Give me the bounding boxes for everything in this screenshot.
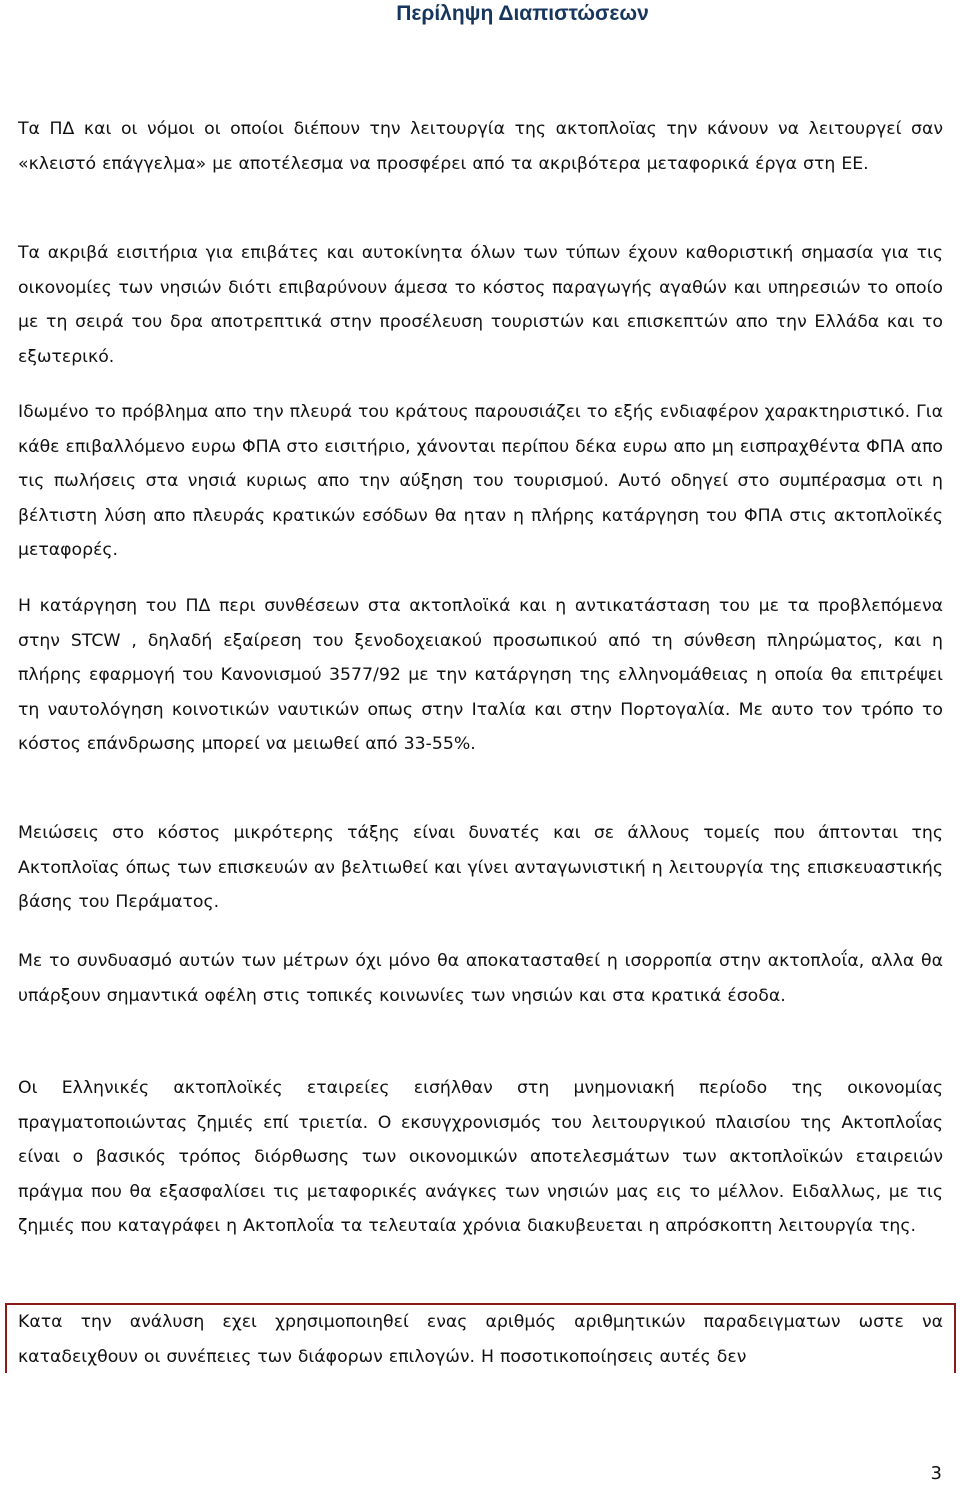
paragraph-ferry-regulation: Τα ΠΔ και οι νόμοι οι οποίοι διέπουν την λειτουργία της ακτοπλοϊας την κάνουν να λειτουργεί σαν «κλειστό επάγγελμα» με αποτέλεσμα να προσφέρει από τα ακριβότερα μεταφορικά έργα στη ΕΕ. [18,119,943,174]
paragraph-company-losses: Οι Ελληνικές ακτοπλοϊκές εταιρείες εισήλθαν στη μνημονιακή περίοδο της οικονομίας πραγματοποιώντας ζημιές επί τριετία. Ο εκσυγχρονισμός του λειτουργικού πλαισίου της Ακτοπλοΐας είναι ο βασικός τρόπος διόρθωσης των οικονομικών αποτελεσμάτων των ακτοπλοϊκών εταιρειών πράγμα που θα εξασφαλίσει τις μεταφορικές ανάγκες των νησιών μας εις το μέλλον. Ειδαλλως, με τις ζημιές που καταγράφει η Ακτοπλοΐα τα τελευταία χρόνια διακυβευεται η απρόσκοπτη λειτουργία της. [18,1078,943,1236]
paragraph-repair-costs: Μειώσεις στο κόστος μικρότερης τάξης είναι δυνατές και σε άλλους τομείς που άπτονται της Ακτοπλοϊας όπως των επισκευών αν βελτιωθεί και γίνει ανταγωνιστική η λειτουργία της επισκευαστικής βάσης του Περάματος. [18,823,943,912]
paragraph-stcw-reform: Η κατάργηση του ΠΔ περι συνθέσεων στα ακτοπλοϊκά και η αντικατάσταση του με τα προβλεπόμενα στην STCW , δηλαδή εξαίρεση του ξενοδοχειακού προσωπικού από τη σύνθεση πληρώματος, και η πλήρης εφαρμογή του Κανονισμού 3577/92 με την κατάργηση της ελληνομάθειας η οποία θα επιτρέψει τη ναυτολόγηση κοινοτικών ναυτικών οπως στην Ιταλία και στην Πορτογαλία. Με αυτο τον τρόπο το κόστος επάνδρωσης μπορεί να μειωθεί από 33-55%. [18,596,943,754]
page-number: 3 [930,1463,942,1484]
paragraph-vat-analysis: Ιδωμένο το πρόβλημα απο την πλευρά του κράτους παρουσιάζει το εξής ενδιαφέρον χαρακτηριστικό. Για κάθε επιβαλλόμενο ευρω ΦΠΑ στο εισιτήριο, χάνονται περίπου δέκα ευρω απο μη εισπραχθέντα ΦΠΑ απο τις πωλήσεις στα νησιά κυριως απο την αύξηση του τουρισμού. Αυτό οδηγεί στο συμπέρασμα οτι η βέλτιστη λύση απο πλευράς κρατικών εσόδων θα ηταν η πλήρης κατάργηση του ΦΠΑ στις ακτοπλοϊκές μεταφορές. [18,402,943,560]
boxed-note-text: Κατα την ανάλυση εχει χρησιμοποιηθεί ενας αριθμός αριθμητικών παραδειγματων ωστε να καταδειχθουν οι συνέπειες των διάφορων επιλογών. Η ποσοτικοποίησεις αυτές δεν [18,1312,943,1367]
boxed-note [5,1303,956,1373]
paragraph-ticket-prices: Τα ακριβά εισιτήρια για επιβάτες και αυτοκίνητα όλων των τύπων έχουν καθοριστική σημασία για τις οικονομίες των νησιών διότι επιβαρύνουν άμεσα το κόστος παραγωγής αγαθών και υπηρεσιών το οποίο με τη σειρά του δρα αποτρεπτικά στην προσέλευση τουριστών και επισκεπτών απο την Ελλάδα και το εξωτερικό. [18,243,943,367]
paragraph-measures-combined: Με το συνδυασμό αυτών των μέτρων όχι μόνο θα αποκατασταθεί η ισορροπία στην ακτοπλοΐα, αλλα θα υπάρξουν σημαντικά οφέλη στις τοπικές κοινωνίες των νησιών και στα κρατικά έσοδα. [18,951,943,1006]
page-title: Περίληψη Διαπιστώσεων [396,2,649,25]
